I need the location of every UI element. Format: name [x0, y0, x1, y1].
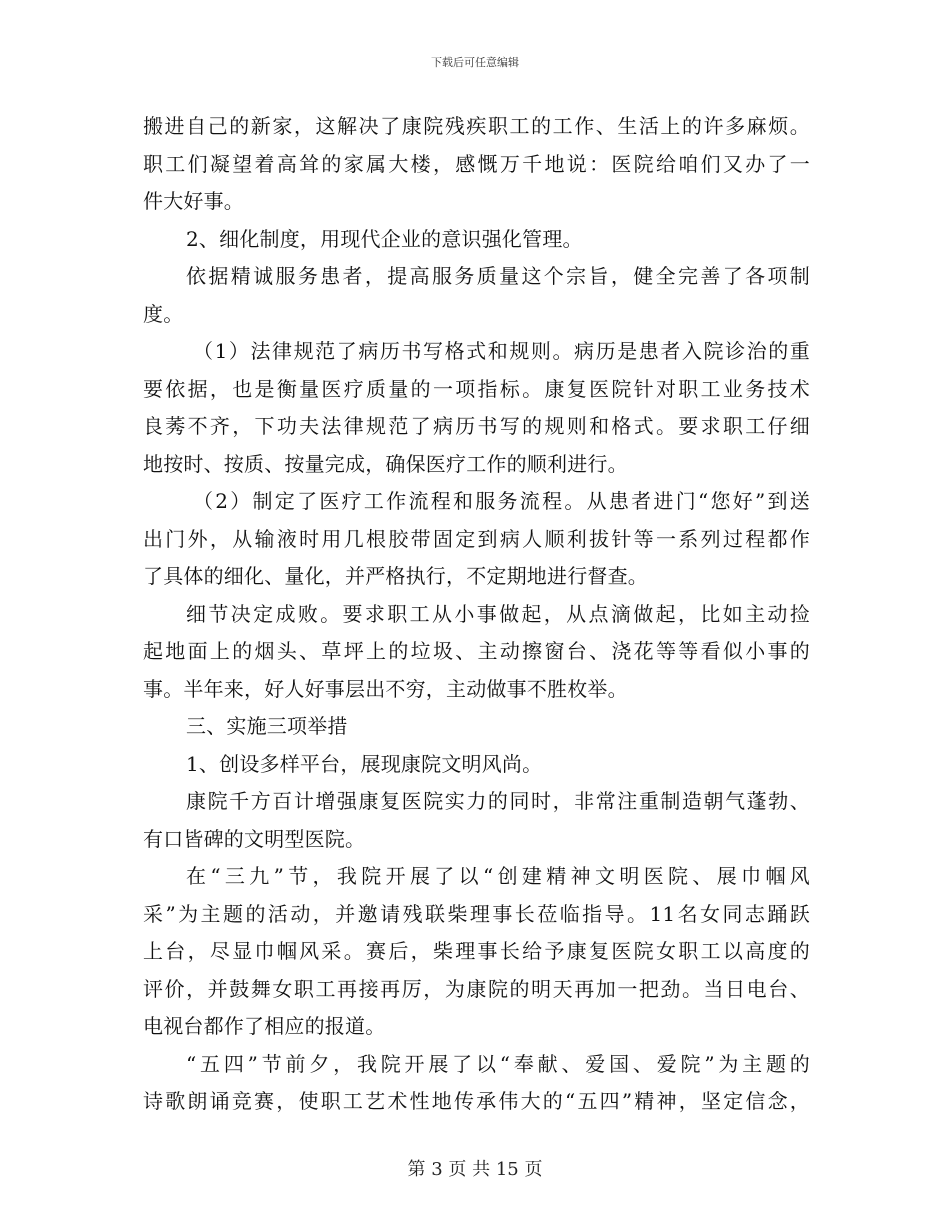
paragraph-line: “五四”节前夕，我院开展了以“奉献、爱国、爱院”为主题的 [186, 1051, 810, 1076]
paragraph-line: 康院千方百计增强康复医院实力的同时，非常注重制造朝气蓬勃、 [186, 789, 810, 813]
paragraph-line: 件大好事。 [143, 189, 244, 213]
paragraph-line: 要依据，也是衡量医疗质量的一项指标。康复医院针对职工业务技术 [143, 376, 810, 401]
section-heading: 1、创设多样平台，展现康院文明风尚。 [186, 751, 543, 776]
paragraph-line: 出门外，从输液时用几根胶带固定到病人顺利拔针等一系列过程都作 [143, 526, 810, 551]
paragraph-line: 地按时、按质、按量完成，确保医疗工作的顺利进行。 [143, 451, 628, 476]
paragraph-line: 了具体的细化、量化，并严格执行，不定期地进行督查。 [143, 564, 648, 588]
paragraph-line: 依据精诚服务患者，提高服务质量这个宗旨，健全完善了各项制 [186, 264, 810, 288]
paragraph-line: 细节决定成败。要求职工从小事做起，从点滴做起，比如主动捡 [186, 601, 810, 626]
body-text [143, 108, 810, 1121]
paragraph-line: 良莠不齐，下功夫法律规范了病历书写的规则和格式。要求职工仔细 [143, 414, 810, 438]
paragraph-line: 事。半年来，好人好事层出不穷，主动做事不胜枚举。 [143, 676, 628, 701]
paragraph-line: 搬进自己的新家，这解决了康院残疾职工的工作、生活上的许多麻烦。 [143, 114, 810, 138]
section-heading: 三、实施三项举措 [186, 714, 348, 738]
section-heading: 2、细化制度，用现代企业的意识强化管理。 [186, 226, 583, 251]
paragraph-line: 采”为主题的活动，并邀请残联柴理事长莅临指导。11名女同志踊跃 [143, 901, 810, 926]
paragraph-line: （2）制定了医疗工作流程和服务流程。从患者进门“您好”到送 [193, 489, 810, 513]
page-header: 下载后可任意编辑 [431, 56, 519, 69]
page-number: 第 3 页 共 15 页 [407, 1159, 543, 1180]
paragraph-line: 电视台都作了相应的报道。 [143, 1014, 386, 1038]
paragraph-line: 度。 [143, 301, 184, 326]
paragraph-line: 职工们凝望着高耸的家属大楼，感慨万千地说：医院给咱们又办了一 [143, 151, 810, 176]
paragraph-line: 上台，尽显巾帼风采。赛后，柴理事长给予康复医院女职工以高度的 [143, 939, 810, 963]
paragraph-line: （1）法律规范了病历书写格式和规则。病历是患者入院诊治的重 [193, 339, 810, 363]
paragraph-line: 评价，并鼓舞女职工再接再厉，为康院的明天再加一把劲。当日电台、 [143, 976, 810, 1001]
paragraph-line: 有口皆碑的文明型医院。 [143, 826, 366, 851]
paragraph-line: 起地面上的烟头、草坪上的垃圾、主动擦窗台、浇花等等看似小事的 [143, 639, 810, 663]
paragraph-line: 在“三九”节，我院开展了以“创建精神文明医院、展巾帼风 [186, 864, 810, 888]
paragraph-line: 诗歌朗诵竞赛，使职工艺术性地传承伟大的“五四”精神，坚定信念， [143, 1089, 810, 1113]
